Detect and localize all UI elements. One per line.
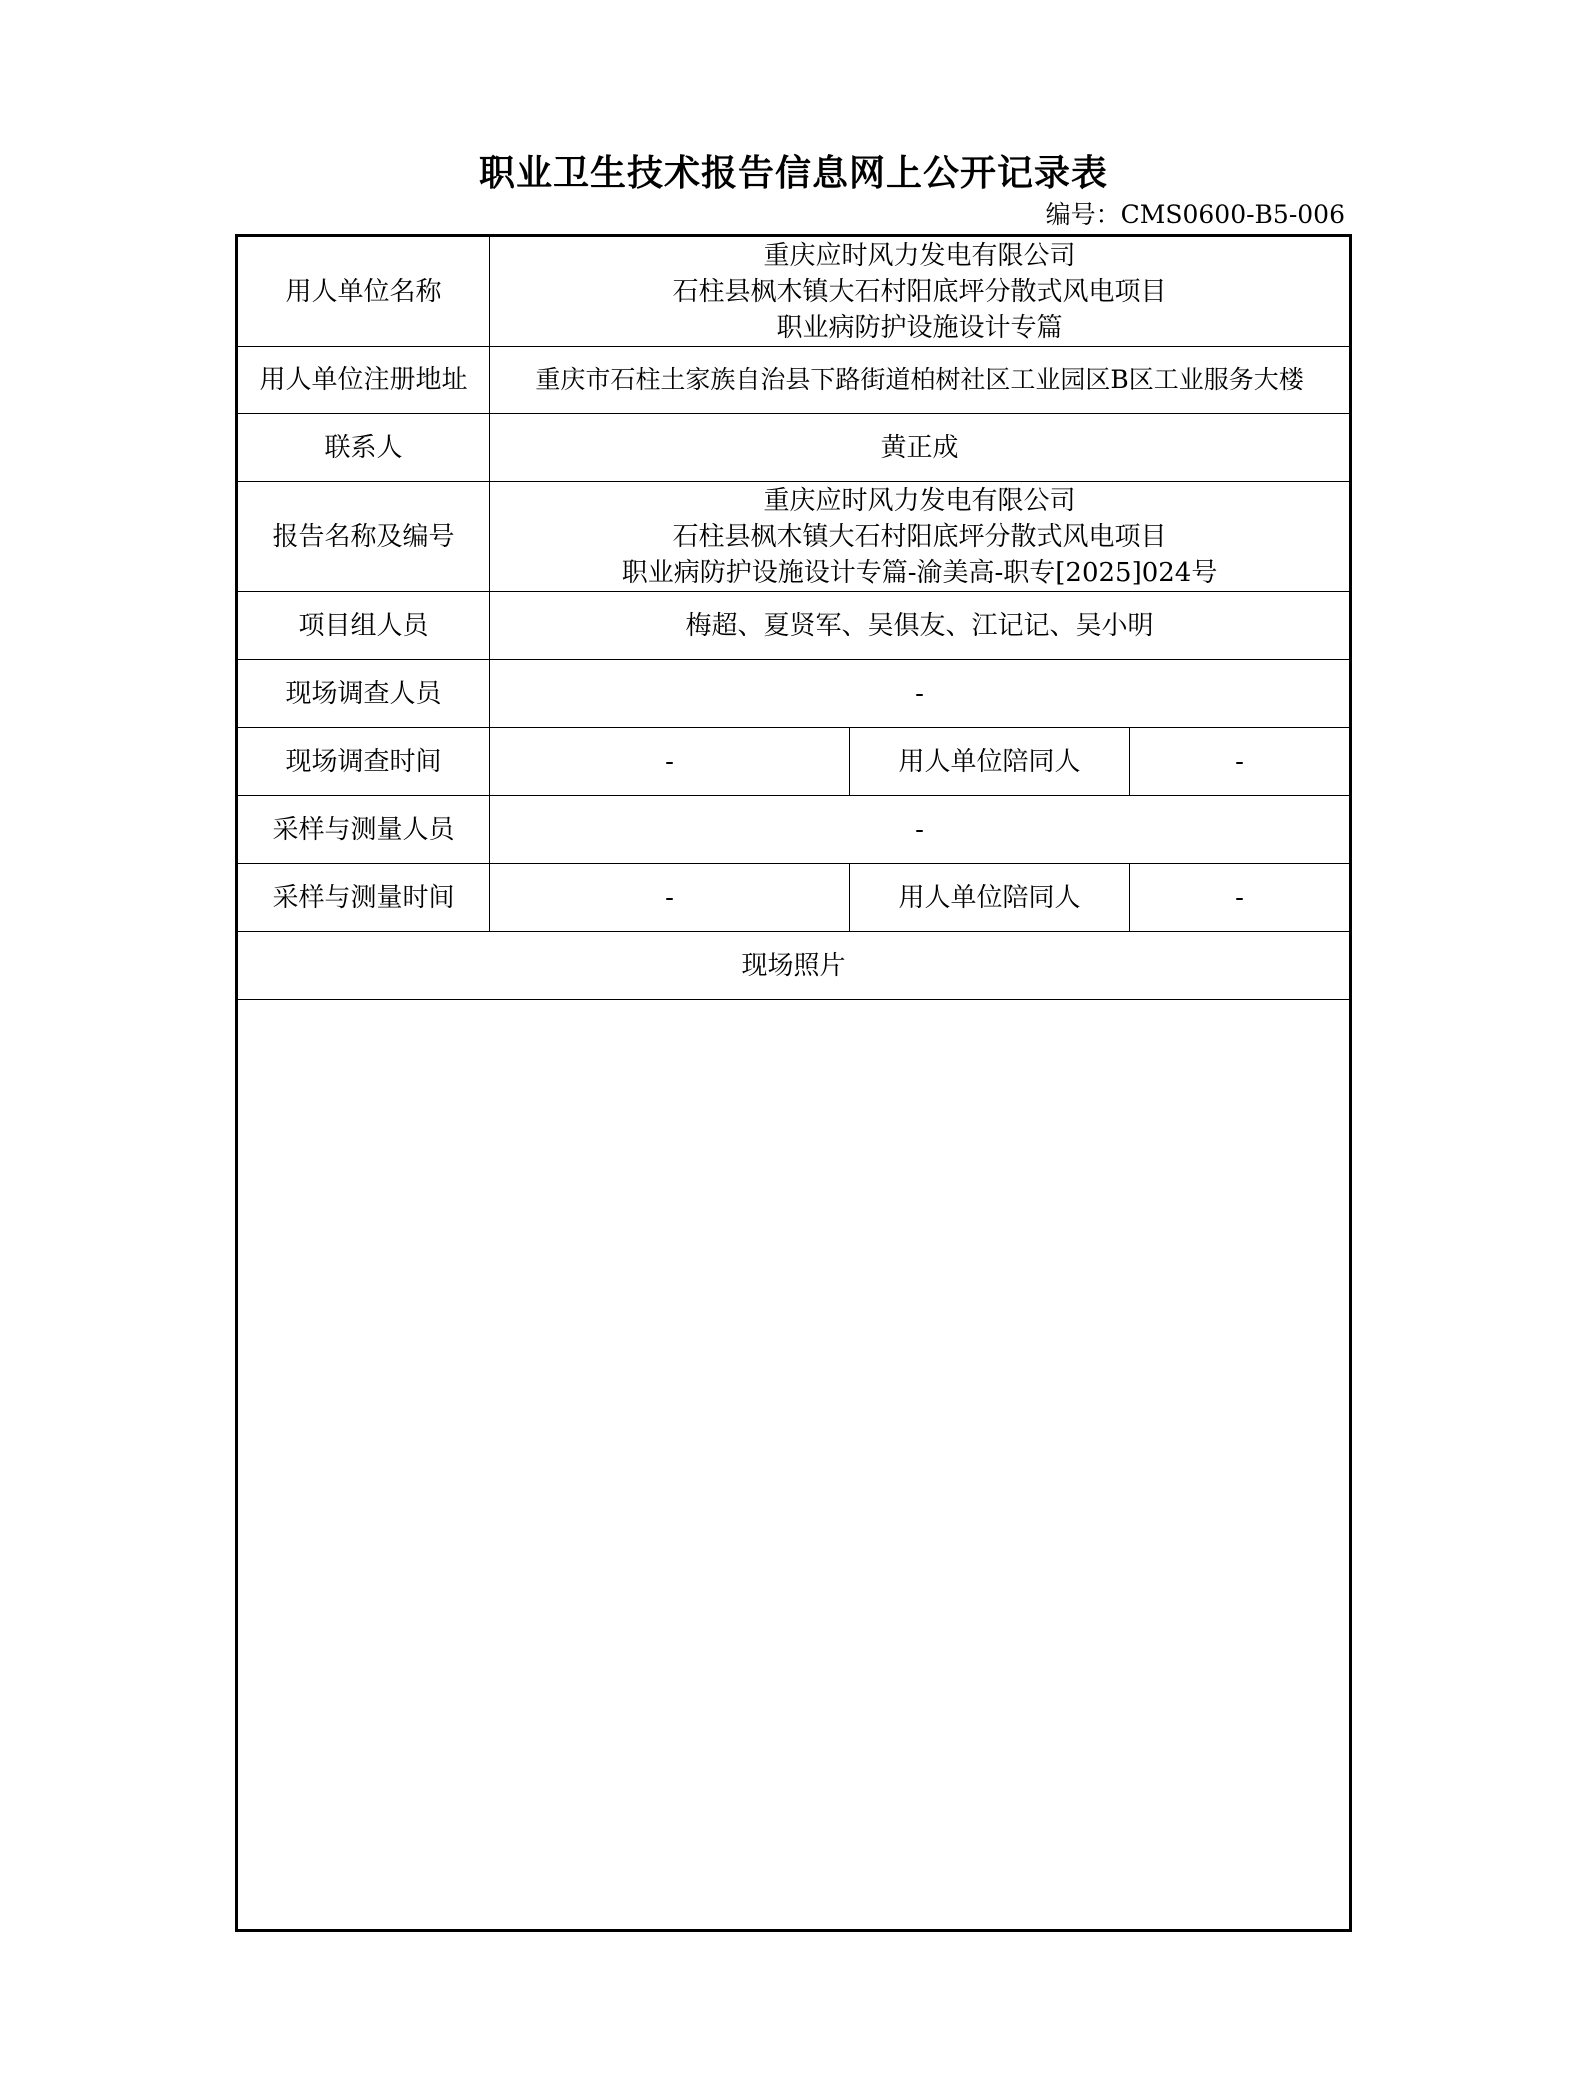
row-sampling-staff [237, 796, 1351, 864]
employer-name-line: 职业病防护设施设计专篇 [776, 312, 1063, 343]
photos-label: 现场照片 [237, 932, 1351, 1000]
row-survey-staff [237, 660, 1351, 728]
project-team-value: 梅超、夏贤军、吴俱友、江记记、吴小明 [490, 592, 1351, 660]
record-table [235, 234, 1352, 1932]
employer-name-value [490, 236, 1351, 347]
project-team-label: 项目组人员 [237, 592, 490, 660]
employer-name-label: 用人单位名称 [237, 236, 490, 347]
report-name-line: 石柱县枫木镇大石村阳底坪分散式风电项目 [672, 521, 1167, 552]
photos-area [237, 1000, 1351, 1931]
employer-address-value: 重庆市石柱土家族自治县下路街道柏树社区工业园区B区工业服务大楼 [490, 347, 1351, 414]
row-report-name [237, 482, 1351, 592]
report-name-line: 职业病防护设施设计专篇-渝美高-职专[2025]024号 [621, 557, 1218, 588]
sampling-time-value: - [490, 864, 850, 932]
report-name-label: 报告名称及编号 [237, 482, 490, 592]
survey-time-label: 现场调查时间 [237, 728, 490, 796]
row-employer-name [237, 236, 1351, 347]
row-project-team [237, 592, 1351, 660]
sampling-companion-value: - [1130, 864, 1351, 932]
contact-value: 黄正成 [490, 414, 1351, 482]
sampling-time-label: 采样与测量时间 [237, 864, 490, 932]
row-photos-area [237, 1000, 1351, 1931]
employer-name-line: 重庆应时风力发电有限公司 [763, 240, 1076, 271]
sampling-staff-label: 采样与测量人员 [237, 796, 490, 864]
survey-staff-label: 现场调查人员 [237, 660, 490, 728]
contact-label: 联系人 [237, 414, 490, 482]
employer-name-line: 石柱县枫木镇大石村阳底坪分散式风电项目 [672, 276, 1167, 307]
row-survey-time [237, 728, 1351, 796]
survey-companion-value: - [1130, 728, 1351, 796]
report-name-line: 重庆应时风力发电有限公司 [763, 485, 1076, 516]
row-employer-address [237, 347, 1351, 414]
employer-address-label: 用人单位注册地址 [237, 347, 490, 414]
row-contact [237, 414, 1351, 482]
survey-companion-label: 用人单位陪同人 [850, 728, 1130, 796]
sampling-staff-value: - [490, 796, 1351, 864]
document-number: 编号：CMS0600-B5-006 [1045, 200, 1345, 229]
survey-time-value: - [490, 728, 850, 796]
report-name-value [490, 482, 1351, 592]
row-photos-header [237, 932, 1351, 1000]
page-title: 职业卫生技术报告信息网上公开记录表 [478, 152, 1108, 194]
sampling-companion-label: 用人单位陪同人 [850, 864, 1130, 932]
survey-staff-value: - [490, 660, 1351, 728]
row-sampling-time [237, 864, 1351, 932]
